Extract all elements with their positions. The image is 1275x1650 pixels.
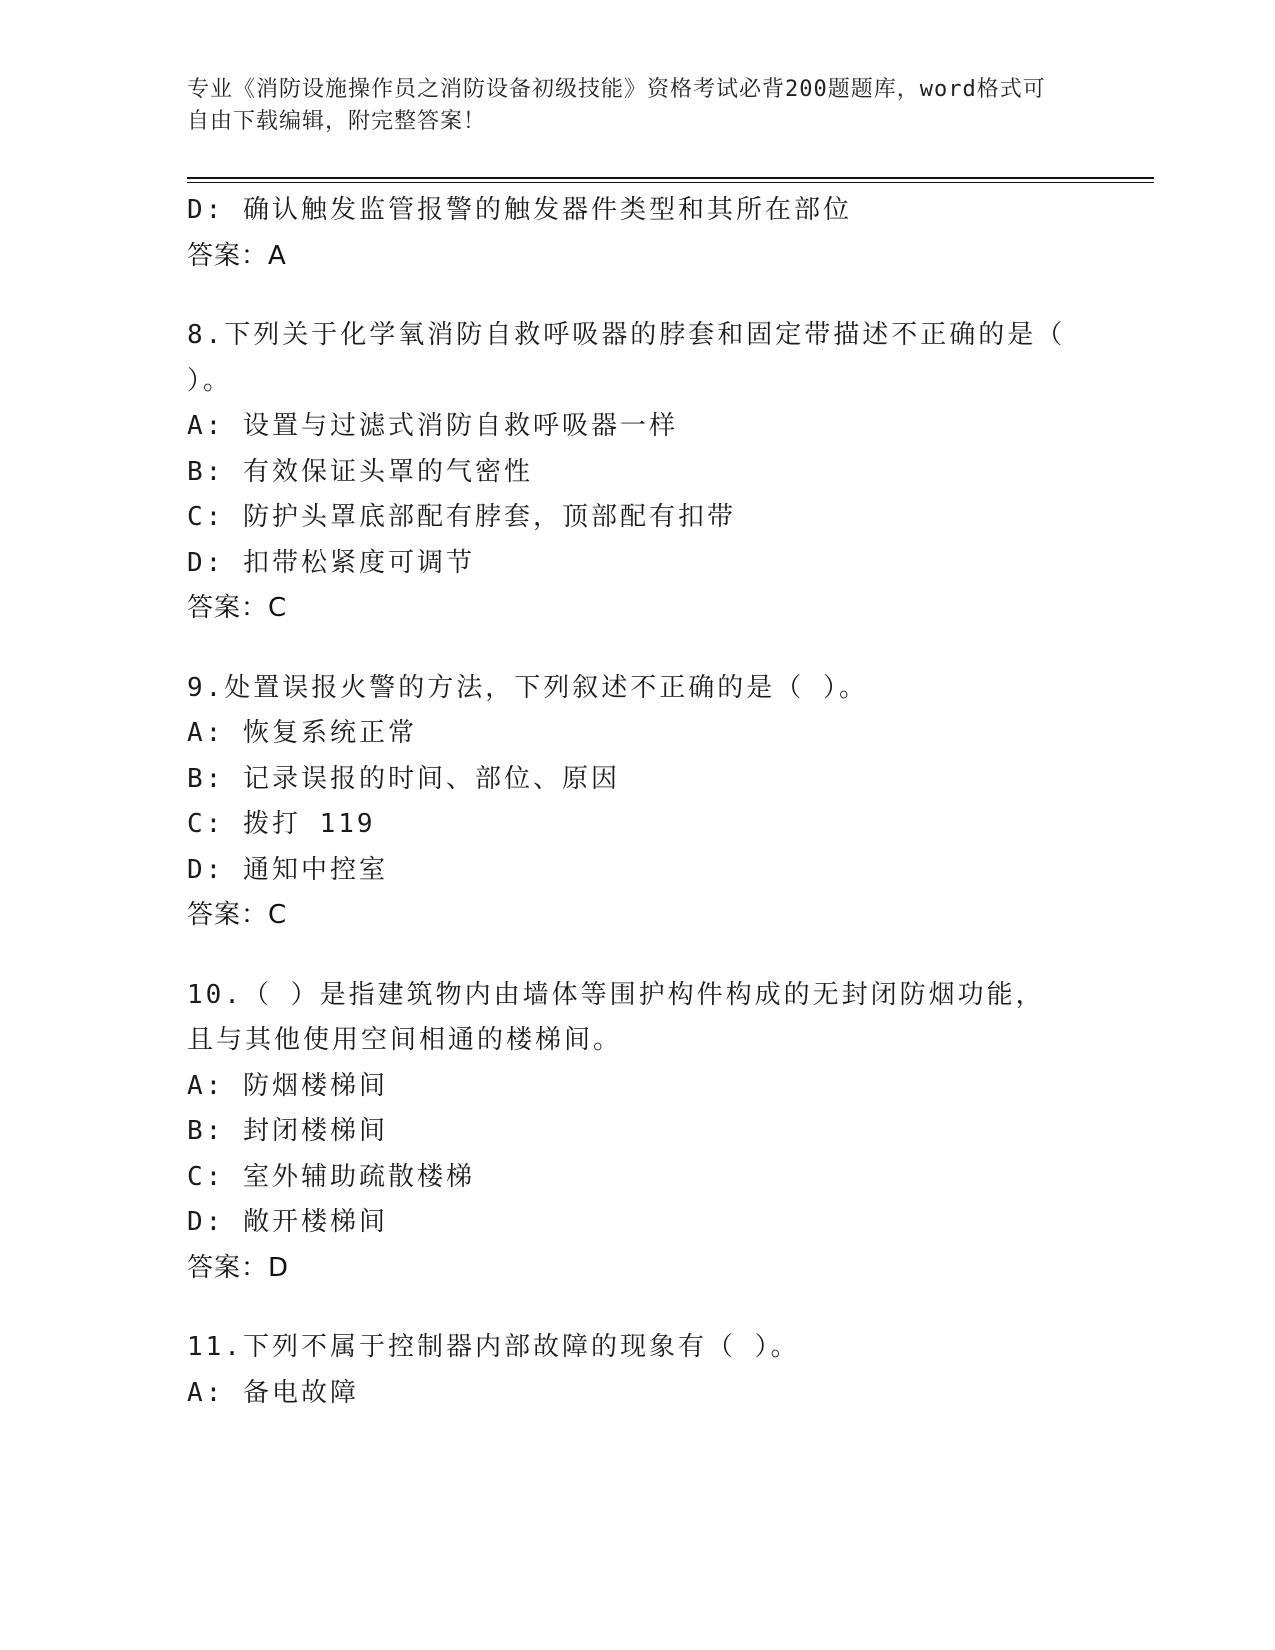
question-9 [187, 666, 1087, 939]
spacer [187, 939, 1087, 973]
prev-question-option-d: D: 确认触发监管报警的触发器件类型和其所在部位 [187, 195, 852, 225]
question-stem: 8.下列关于化学氧消防自救呼吸器的脖套和固定带描述不正确的是（ ）。 [187, 320, 1066, 396]
prev-question-answer: 答案：A [187, 240, 287, 271]
option-a: A: 防烟楼梯间 [187, 1070, 388, 1101]
question-answer: 答案：C [187, 593, 288, 623]
option-a: A: 恢复系统正常 [187, 718, 417, 748]
spacer [187, 632, 1087, 666]
question-answer: 答案：C [187, 900, 288, 930]
option-c: C: 室外辅助疏散楼梯 [187, 1161, 475, 1192]
question-stem: 9.处置误报火警的方法，下列叙述不正确的是（ ）。 [187, 672, 868, 703]
option-d: D: 扣带松紧度可调节 [187, 547, 475, 578]
header-divider-thick [187, 177, 1154, 179]
question-content [187, 188, 1087, 1416]
option-a: A: 设置与过滤式消防自救呼吸器一样 [187, 411, 678, 441]
question-11 [187, 1325, 1087, 1416]
document-header: 专业《消防设施操作员之消防设备初级技能》资格考试必背200题题库，word格式可自由下载编辑，附完整答案！ [187, 77, 1046, 134]
header-divider-thin [187, 182, 1154, 183]
option-d: D: 敞开楼梯间 [187, 1207, 388, 1237]
option-c: C: 防护头罩底部配有脖套，顶部配有扣带 [187, 502, 736, 532]
option-a: A: 备电故障 [187, 1377, 359, 1408]
question-stem: 11.下列不属于控制器内部故障的现象有（ ）。 [187, 1332, 800, 1362]
option-c: C: 拨打 119 [187, 809, 376, 839]
spacer [187, 1291, 1087, 1325]
question-answer: 答案：D [187, 1252, 290, 1283]
option-d: D: 通知中控室 [187, 854, 388, 885]
option-b: B: 封闭楼梯间 [187, 1116, 388, 1146]
question-8 [187, 313, 1087, 632]
option-b: B: 记录误报的时间、部位、原因 [187, 763, 620, 794]
question-10 [187, 973, 1087, 1292]
question-stem: 10.（ ）是指建筑物内由墙体等围护构件构成的无封闭防烟功能，且与其他使用空间相通的楼梯间。 [187, 979, 1045, 1055]
option-b: B: 有效保证头罩的气密性 [187, 456, 533, 487]
spacer [187, 279, 1087, 313]
